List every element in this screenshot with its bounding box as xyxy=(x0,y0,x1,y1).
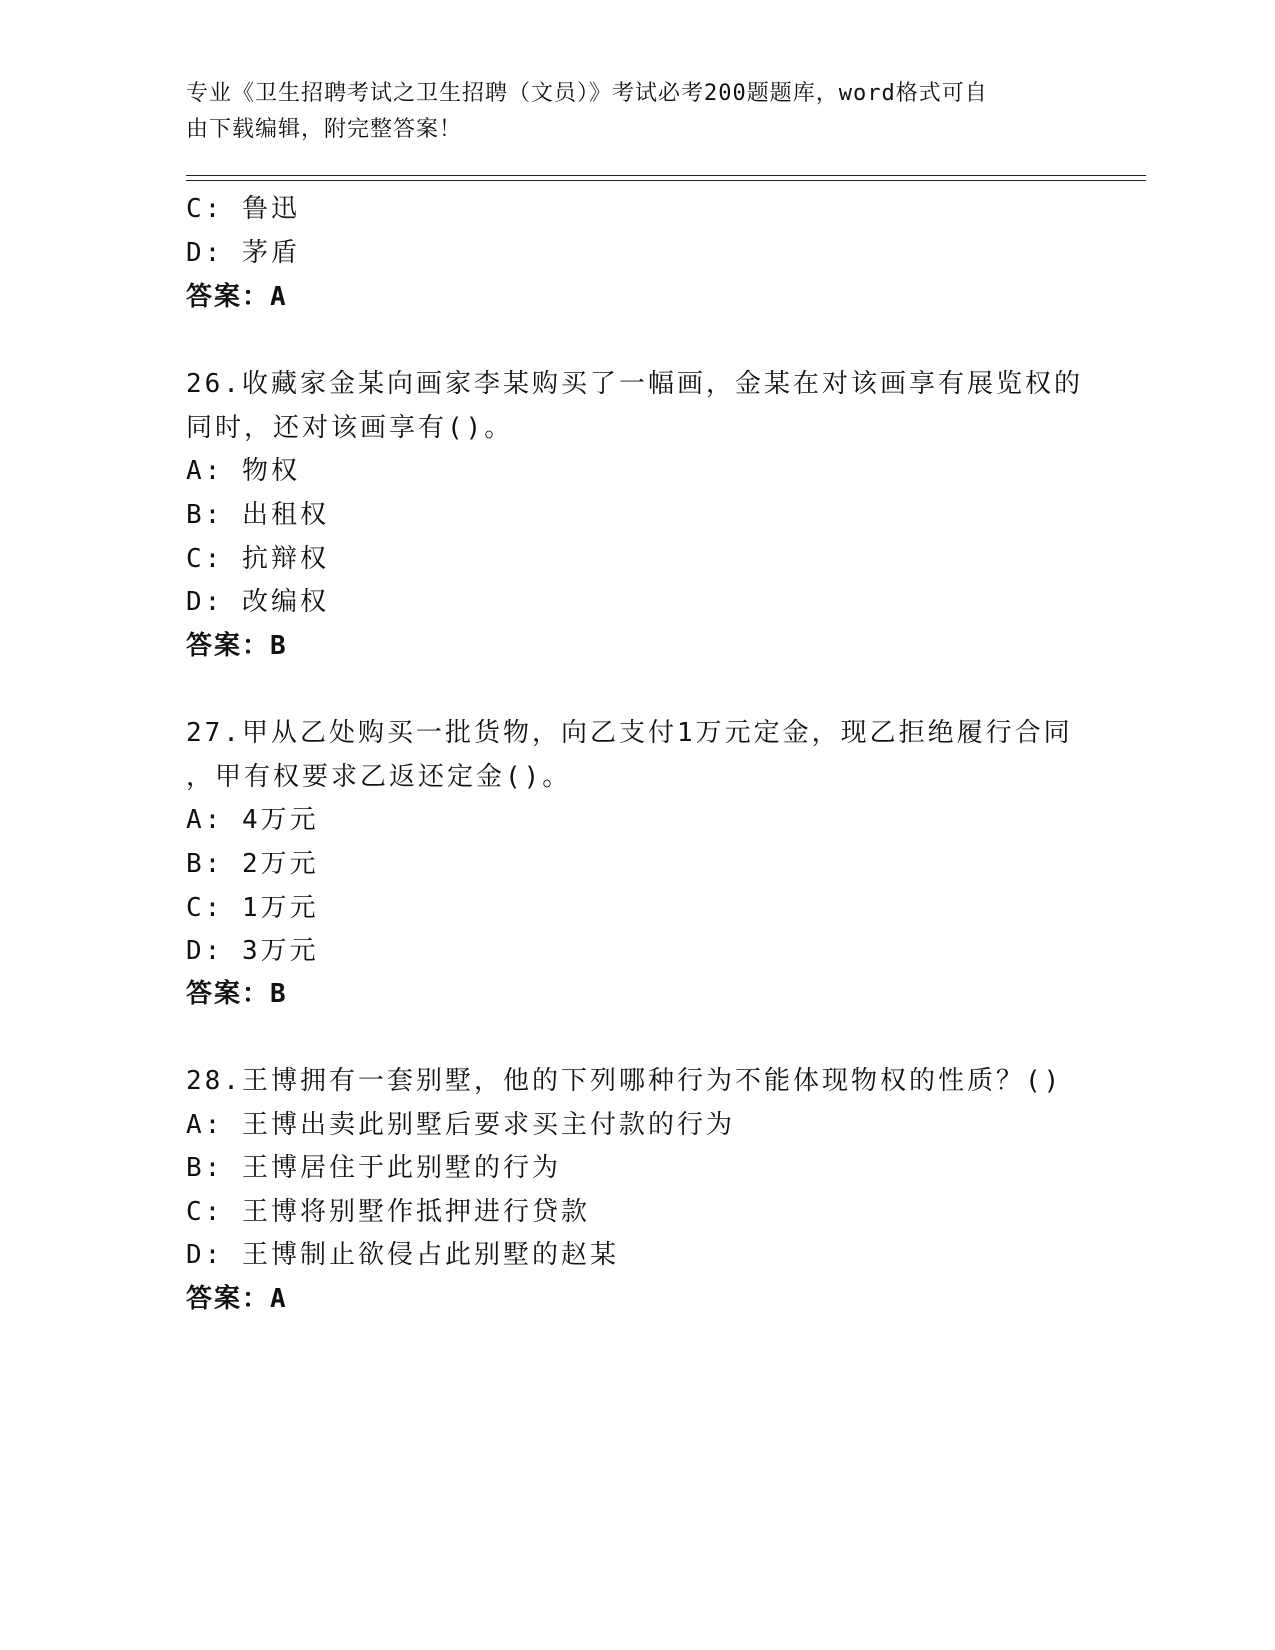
answer: 答案：B xyxy=(186,631,288,661)
option-b: B: 出租权 xyxy=(186,500,329,530)
header-line-2: 由下载编辑，附完整答案！ xyxy=(186,117,463,142)
option-d: D: 王博制止欲侵占此别墅的赵某 xyxy=(186,1240,619,1270)
option-b: B: 王博居住于此别墅的行为 xyxy=(186,1153,561,1183)
option-a: A: 王博出卖此别墅后要求买主付款的行为 xyxy=(186,1110,735,1140)
question-stem: 同时，还对该画享有()。 xyxy=(186,413,514,443)
question-stem: 28.王博拥有一套别墅，他的下列哪种行为不能体现物权的性质？() xyxy=(186,1066,1063,1096)
option-d: D: 改编权 xyxy=(186,587,329,617)
option-c: C: 王博将别墅作抵押进行贷款 xyxy=(186,1197,590,1227)
option-a: A: 4万元 xyxy=(186,805,319,835)
answer: 答案：A xyxy=(186,282,288,312)
page-header xyxy=(186,76,1066,148)
option-c: C: 抗辩权 xyxy=(186,544,329,574)
option-b: B: 2万元 xyxy=(186,849,319,879)
option-d: D: 3万元 xyxy=(186,936,319,966)
question-stem: 27.甲从乙处购买一批货物，向乙支付1万元定金，现乙拒绝履行合同 xyxy=(186,718,1073,748)
answer: 答案：A xyxy=(186,1284,288,1314)
header-divider-bottom xyxy=(186,180,1146,181)
question-stem: ，甲有权要求乙返还定金()。 xyxy=(186,762,572,792)
option-c: C: 1万元 xyxy=(186,893,319,923)
answer: 答案：B xyxy=(186,979,288,1009)
option-c: C: 鲁迅 xyxy=(186,194,300,224)
option-a: A: 物权 xyxy=(186,456,300,486)
question-stem: 26.收藏家金某向画家李某购买了一幅画，金某在对该画享有展览权的 xyxy=(186,369,1083,399)
header-line-1: 专业《卫生招聘考试之卫生招聘（文员）》考试必考200题题库，word格式可自 xyxy=(186,81,988,106)
option-d: D: 茅盾 xyxy=(186,238,300,268)
header-divider-top xyxy=(186,175,1146,176)
